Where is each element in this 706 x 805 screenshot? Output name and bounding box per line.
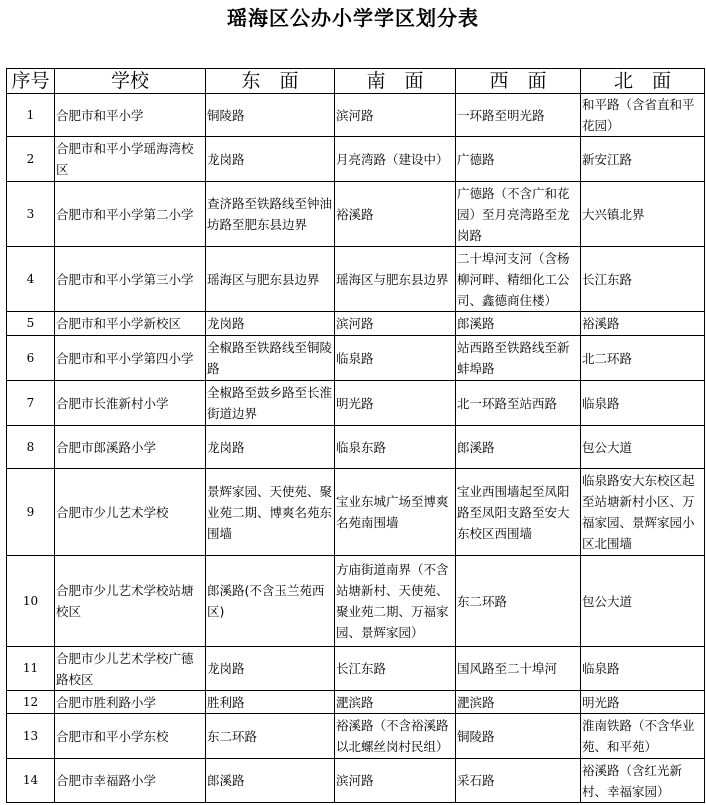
cell-south: 长江东路 [335,647,456,691]
cell-north: 北二环路 [581,336,705,381]
cell-east: 龙岗路 [206,426,335,469]
cell-school: 合肥市幸福路小学 [55,759,206,803]
cell-north: 长江东路 [581,247,705,312]
cell-school: 合肥市和平小学瑶海湾校区 [55,137,206,182]
table-row [7,312,705,336]
cell-index: 4 [7,247,55,312]
cell-index: 12 [7,691,55,714]
cell-south: 滨河路 [335,94,456,137]
cell-north: 明光路 [581,691,705,714]
cell-east: 东二环路 [206,714,335,759]
cell-south: 瑶海区与肥东县边界 [335,247,456,312]
cell-south: 裕溪路 [335,182,456,247]
table-header-row [7,69,705,94]
table-row [7,647,705,691]
cell-index: 9 [7,469,55,556]
table-row [7,759,705,803]
cell-school: 合肥市胜利路小学 [55,691,206,714]
cell-east: 郎溪路 [206,759,335,803]
cell-north: 包公大道 [581,556,705,647]
cell-index: 13 [7,714,55,759]
cell-school: 合肥市和平小学 [55,94,206,137]
cell-east: 龙岗路 [206,312,335,336]
table-row [7,714,705,759]
cell-index: 3 [7,182,55,247]
cell-south: 淝滨路 [335,691,456,714]
cell-east: 胜利路 [206,691,335,714]
cell-school: 合肥市长淮新村小学 [55,381,206,426]
header-north: 北 面 [581,69,705,94]
table-row [7,247,705,312]
cell-west: 采石路 [456,759,581,803]
school-district-table [6,68,705,803]
table-row [7,381,705,426]
cell-west: 宝业西围墙起至凤阳路至凤阳支路至安大东校区西围墙 [456,469,581,556]
cell-school: 合肥市郎溪路小学 [55,426,206,469]
header-east: 东 面 [206,69,335,94]
cell-school: 合肥市和平小学东校 [55,714,206,759]
cell-west: 东二环路 [456,556,581,647]
cell-school: 合肥市少儿艺术学校 [55,469,206,556]
cell-west: 北一环路至站西路 [456,381,581,426]
cell-west: 广德路 [456,137,581,182]
table-row [7,336,705,381]
cell-south: 方庙街道南界（不含站塘新村、天使苑、聚业苑二期、万福家园、景辉家园） [335,556,456,647]
cell-south: 月亮湾路（建设中） [335,137,456,182]
cell-north: 临泉路安大东校区起至站塘新村小区、万福家园、景辉家园小区北围墙 [581,469,705,556]
cell-east: 瑶海区与肥东县边界 [206,247,335,312]
cell-east: 龙岗路 [206,137,335,182]
cell-school: 合肥市和平小学新校区 [55,312,206,336]
cell-west: 郎溪路 [456,426,581,469]
cell-west: 铜陵路 [456,714,581,759]
cell-school: 合肥市和平小学第三小学 [55,247,206,312]
cell-south: 临泉东路 [335,426,456,469]
header-index: 序号 [7,69,55,94]
cell-north: 裕溪路 [581,312,705,336]
table-row [7,137,705,182]
cell-school: 合肥市和平小学第四小学 [55,336,206,381]
cell-west: 淝滨路 [456,691,581,714]
cell-east: 景辉家园、天使苑、聚业苑二期、博爽名苑东围墙 [206,469,335,556]
cell-school: 合肥市少儿艺术学校广德路校区 [55,647,206,691]
cell-index: 1 [7,94,55,137]
table-row [7,94,705,137]
table-row [7,182,705,247]
cell-south: 宝业东城广场至博爽名苑南围墙 [335,469,456,556]
header-south: 南 面 [335,69,456,94]
cell-west: 二十埠河支河（含杨柳河畔、精细化工公司、鑫德商住楼） [456,247,581,312]
cell-north: 裕溪路（含红光新村、幸福家园） [581,759,705,803]
header-west: 西 面 [456,69,581,94]
cell-north: 临泉路 [581,381,705,426]
cell-index: 7 [7,381,55,426]
cell-west: 广德路（不含广和花园）至月亮湾路至龙岗路 [456,182,581,247]
cell-east: 龙岗路 [206,647,335,691]
cell-east: 全椒路至铁路线至铜陵路 [206,336,335,381]
table-row [7,469,705,556]
cell-south: 滨河路 [335,759,456,803]
cell-west: 站西路至铁路线至新蚌埠路 [456,336,581,381]
cell-index: 2 [7,137,55,182]
cell-north: 淮南铁路（不含华业苑、和平苑） [581,714,705,759]
cell-west: 国风路至二十埠河 [456,647,581,691]
cell-west: 一环路至明光路 [456,94,581,137]
cell-north: 新安江路 [581,137,705,182]
cell-school: 合肥市少儿艺术学校站塘校区 [55,556,206,647]
cell-east: 全椒路至鼓乡路至长淮街道边界 [206,381,335,426]
cell-north: 大兴镇北界 [581,182,705,247]
cell-south: 明光路 [335,381,456,426]
cell-north: 临泉路 [581,647,705,691]
cell-south: 临泉路 [335,336,456,381]
header-school: 学校 [55,69,206,94]
cell-south: 滨河路 [335,312,456,336]
cell-west: 郎溪路 [456,312,581,336]
cell-south: 裕溪路（不含裕溪路以北螺丝岗村民组） [335,714,456,759]
cell-index: 8 [7,426,55,469]
table-row [7,426,705,469]
table-row [7,691,705,714]
cell-east: 查济路至铁路线至钟油坊路至肥东县边界 [206,182,335,247]
table-row [7,556,705,647]
cell-index: 6 [7,336,55,381]
cell-east: 铜陵路 [206,94,335,137]
cell-east: 郎溪路(不含玉兰苑西区) [206,556,335,647]
cell-index: 11 [7,647,55,691]
cell-index: 14 [7,759,55,803]
page-title: 瑶海区公办小学学区划分表 [227,6,479,30]
cell-index: 5 [7,312,55,336]
cell-index: 10 [7,556,55,647]
cell-school: 合肥市和平小学第二小学 [55,182,206,247]
cell-north: 包公大道 [581,426,705,469]
cell-north: 和平路（含省直和平花园） [581,94,705,137]
